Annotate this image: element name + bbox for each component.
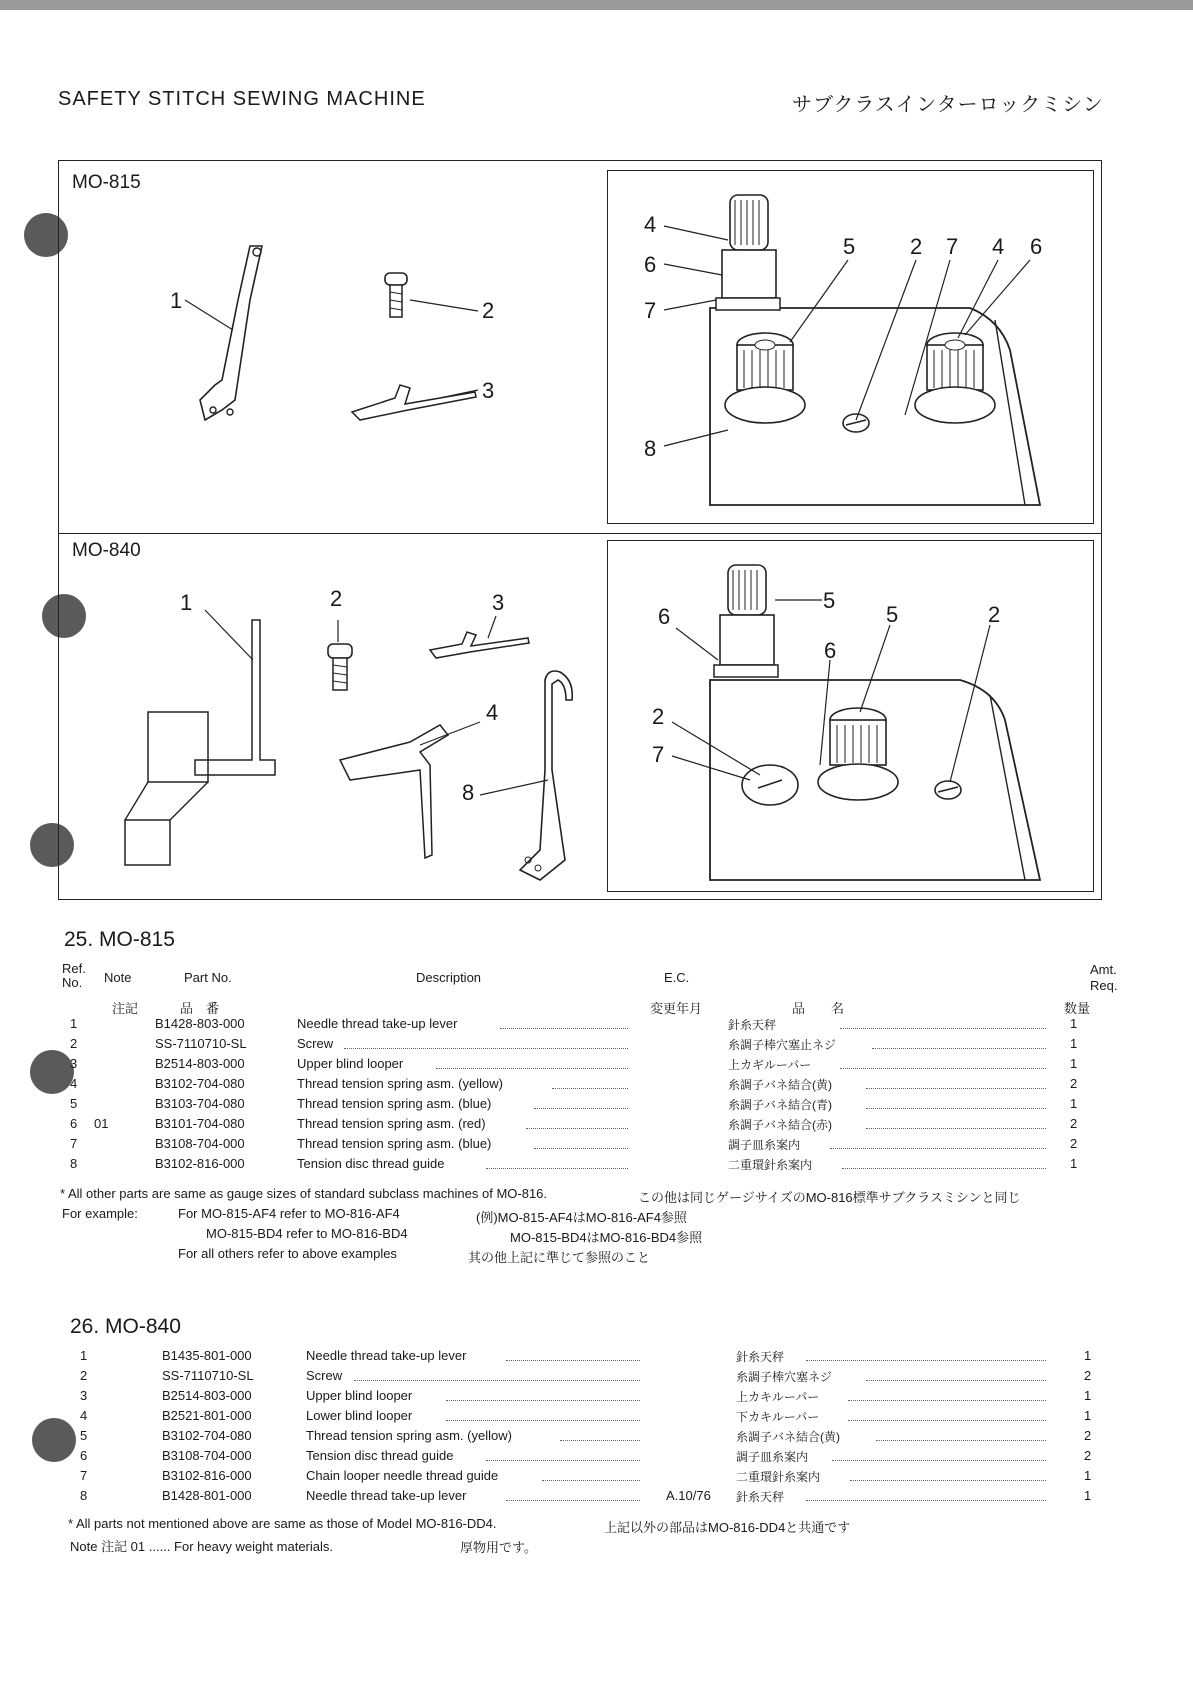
amount: 1 [1084, 1348, 1092, 1363]
table-row [0, 1056, 1193, 1076]
col-ec: E.C. [664, 970, 690, 985]
leader-dots [842, 1156, 1046, 1169]
ref-no: 3 [80, 1388, 88, 1403]
amount: 1 [1070, 1036, 1078, 1051]
name-jp: 二重環針糸案内 [736, 1470, 821, 1484]
part-no: B2521-801-000 [162, 1408, 252, 1423]
amount: 2 [1070, 1116, 1078, 1131]
part-no: B1435-801-000 [162, 1348, 252, 1363]
ref-no: 6 [80, 1448, 88, 1463]
leader-dots [344, 1036, 628, 1049]
amount: 1 [1070, 1156, 1078, 1171]
part-no: B2514-803-000 [155, 1056, 245, 1071]
leader-dots [832, 1448, 1046, 1461]
leader-dots [534, 1136, 628, 1149]
note-example-3-jp: 其の他上記に準じて参照のこと [468, 1250, 651, 1265]
leader-dots [866, 1096, 1046, 1109]
table-row [0, 1076, 1193, 1096]
part-no: SS-7110710-SL [155, 1036, 247, 1051]
description: Lower blind looper [306, 1408, 413, 1423]
note: 01 [94, 1116, 109, 1131]
leader-dots [806, 1488, 1046, 1501]
table-row [0, 1468, 1193, 1488]
description: Upper blind looper [306, 1388, 413, 1403]
table-row [0, 1036, 1193, 1056]
name-jp: 上カギルーパー [728, 1058, 812, 1072]
name-jp: 針糸天秤 [728, 1018, 777, 1032]
part-no: B2514-803-000 [162, 1388, 252, 1403]
amount: 2 [1084, 1448, 1092, 1463]
amount: 1 [1070, 1096, 1078, 1111]
callout-8: 8 [462, 780, 475, 805]
callout-3: 3 [492, 590, 505, 615]
ref-no: 7 [80, 1468, 88, 1483]
part-no: SS-7110710-SL [162, 1368, 254, 1383]
callout-8: 8 [644, 436, 657, 461]
callout-2: 2 [652, 704, 665, 729]
note-for-example: For example: [62, 1206, 138, 1221]
ref-no: 2 [70, 1036, 78, 1051]
ref-no: 2 [80, 1368, 88, 1383]
leader-dots [500, 1016, 628, 1029]
panel-model-label: MO-815 [72, 172, 141, 193]
note-heavy-weight-jp: 厚物用です。 [460, 1540, 537, 1555]
description: Thread tension spring asm. (yellow) [297, 1076, 503, 1091]
leader-dots [872, 1036, 1046, 1049]
description: Screw [306, 1368, 343, 1383]
ref-no: 3 [70, 1056, 78, 1071]
leader-dots [534, 1096, 628, 1109]
note-example-2-jp: MO-815-BD4はMO-816-BD4参照 [510, 1230, 703, 1245]
callout-7: 7 [644, 298, 657, 323]
col-ec-jp: 変更年月 [650, 1001, 703, 1016]
part-no: B3101-704-080 [155, 1116, 245, 1131]
description: Upper blind looper [297, 1056, 404, 1071]
leader-dots [876, 1428, 1046, 1441]
leader-dots [446, 1408, 640, 1421]
callout-2: 2 [988, 602, 1001, 627]
ec: A.10/76 [666, 1488, 711, 1503]
note-example-1-jp: (例)MO-815-AF4はMO-816-AF4参照 [476, 1210, 687, 1225]
description: Chain looper needle thread guide [306, 1468, 499, 1483]
amount: 1 [1070, 1016, 1078, 1031]
callout-7: 7 [652, 742, 665, 767]
part-no: B3103-704-080 [155, 1096, 245, 1111]
description: Needle thread take-up lever [306, 1488, 467, 1503]
amount: 2 [1070, 1136, 1078, 1151]
name-jp: 調子皿糸案内 [736, 1450, 809, 1464]
leader-dots [506, 1488, 640, 1501]
name-jp: 糸調子バネ結合(青) [728, 1098, 832, 1112]
callout-2: 2 [910, 234, 923, 259]
table-row [0, 1488, 1193, 1508]
name-jp: 針糸天秤 [736, 1350, 785, 1364]
name-jp: 下カキルーパー [736, 1410, 820, 1424]
name-jp: 二重環針糸案内 [728, 1158, 813, 1172]
part-no: B1428-801-000 [162, 1488, 252, 1503]
section-title: 25. MO-815 [64, 928, 175, 951]
part-no: B3108-704-000 [162, 1448, 252, 1463]
col-note-jp: 注記 [112, 1001, 139, 1016]
callout-5: 5 [823, 588, 836, 613]
part-no: B3102-704-080 [162, 1428, 252, 1443]
leader-dots [486, 1156, 628, 1169]
ref-no: 5 [70, 1096, 78, 1111]
table-row [0, 1116, 1193, 1136]
ref-no: 7 [70, 1136, 78, 1151]
page-title: SAFETY STITCH SEWING MACHINE [58, 88, 426, 110]
leader-dots [850, 1468, 1046, 1481]
table-row [0, 1156, 1193, 1176]
leader-dots [354, 1368, 640, 1381]
table-row [0, 1408, 1193, 1428]
page-title-jp: サブクラスインターロックミシン [792, 94, 1104, 116]
leader-dots [506, 1348, 640, 1361]
note-all-parts-jp: 上記以外の部品はMO-816-DD4と共通です [604, 1520, 851, 1535]
leader-dots [848, 1388, 1046, 1401]
amount: 1 [1070, 1056, 1078, 1071]
amount: 1 [1084, 1468, 1092, 1483]
panel-model-label: MO-840 [72, 540, 141, 561]
leader-dots [866, 1116, 1046, 1129]
description: Thread tension spring asm. (yellow) [306, 1428, 512, 1443]
part-no: B3108-704-000 [155, 1136, 245, 1151]
leader-dots [806, 1348, 1046, 1361]
callout-6: 6 [1030, 234, 1043, 259]
callout-1: 1 [180, 590, 193, 615]
description: Thread tension spring asm. (blue) [297, 1096, 492, 1111]
callout-5: 5 [886, 602, 899, 627]
ref-no: 8 [80, 1488, 88, 1503]
name-jp: 上カキルーパー [736, 1390, 820, 1404]
name-jp: 調子皿糸案内 [728, 1138, 801, 1152]
name-jp: 糸調子バネ結合(赤) [728, 1118, 832, 1132]
table-row [0, 1448, 1193, 1468]
col-description: Description [416, 970, 482, 985]
note-all-parts: * All parts not mentioned above are same as those of Model MO-816-DD4. [68, 1516, 497, 1531]
part-no: B3102-816-000 [155, 1156, 245, 1171]
leader-dots [830, 1136, 1046, 1149]
table-row [0, 1428, 1193, 1448]
note-example-2: MO-815-BD4 refer to MO-816-BD4 [206, 1226, 408, 1241]
description: Needle thread take-up lever [297, 1016, 458, 1031]
callout-3: 3 [482, 378, 495, 403]
table-row [0, 1348, 1193, 1368]
amount: 1 [1084, 1408, 1092, 1423]
leader-dots [486, 1448, 640, 1461]
ref-no: 4 [70, 1076, 78, 1091]
callout-6: 6 [824, 638, 837, 663]
section-title: 26. MO-840 [70, 1315, 181, 1338]
description: Tension disc thread guide [306, 1448, 454, 1463]
leader-dots [866, 1076, 1046, 1089]
note-all-other-parts-jp: この他は同じゲージサイズのMO-816標準サブクラスミシンと同じ [638, 1190, 1021, 1205]
note-example-1: For MO-815-AF4 refer to MO-816-AF4 [178, 1206, 400, 1221]
table-row [0, 1388, 1193, 1408]
col-note: Note [104, 970, 132, 985]
leader-dots [560, 1428, 640, 1441]
note-heavy-weight: Note 注記 01 ...... For heavy weight materials. [70, 1539, 333, 1554]
leader-dots [446, 1388, 640, 1401]
col-amt-jp: 数量 [1064, 1001, 1091, 1016]
callout-6: 6 [644, 252, 657, 277]
col-ref: Ref. No. [62, 961, 86, 990]
ref-no: 4 [80, 1408, 88, 1423]
callout-2: 2 [330, 586, 343, 611]
name-jp: 針糸天秤 [736, 1490, 785, 1504]
ref-no: 6 [70, 1116, 78, 1131]
amount: 1 [1084, 1488, 1092, 1503]
description: Thread tension spring asm. (blue) [297, 1136, 492, 1151]
part-no: B1428-803-000 [155, 1016, 245, 1031]
leader-dots [542, 1468, 640, 1481]
table-row [0, 1136, 1193, 1156]
leader-dots [552, 1076, 628, 1089]
part-no: B3102-704-080 [155, 1076, 245, 1091]
part-no: B3102-816-000 [162, 1468, 252, 1483]
col-name-jp: 品 名 [792, 1001, 845, 1016]
col-amt: Amt. Req. [1090, 962, 1118, 993]
callout-4: 4 [486, 700, 499, 725]
name-jp: 糸調子バネ結合(黄) [736, 1430, 840, 1444]
callout-5: 5 [843, 234, 856, 259]
ref-no: 1 [80, 1348, 88, 1363]
callout-4: 4 [644, 212, 657, 237]
leader-dots [526, 1116, 628, 1129]
table-row [0, 1368, 1193, 1388]
leader-dots [840, 1016, 1046, 1029]
callout-2: 2 [482, 298, 495, 323]
ref-no: 8 [70, 1156, 78, 1171]
amount: 1 [1084, 1388, 1092, 1403]
description: Screw [297, 1036, 334, 1051]
leader-dots [840, 1056, 1046, 1069]
callout-7: 7 [946, 234, 959, 259]
amount: 2 [1084, 1368, 1092, 1383]
note-all-other-parts: * All other parts are same as gauge sizes of standard subclass machines of MO-816. [60, 1186, 548, 1201]
table-row [0, 1096, 1193, 1116]
leader-dots [848, 1408, 1046, 1421]
table-row [0, 1016, 1193, 1036]
name-jp: 糸調子バネ結合(黄) [728, 1078, 832, 1092]
description: Needle thread take-up lever [306, 1348, 467, 1363]
amount: 2 [1084, 1428, 1092, 1443]
name-jp: 糸調子棒穴塞ネジ [736, 1370, 833, 1384]
col-partno-jp: 品 番 [180, 1001, 220, 1016]
leader-dots [436, 1056, 628, 1069]
description: Tension disc thread guide [297, 1156, 445, 1171]
callout-4: 4 [992, 234, 1005, 259]
description: Thread tension spring asm. (red) [297, 1116, 486, 1131]
ref-no: 1 [70, 1016, 78, 1031]
leader-dots [866, 1368, 1046, 1381]
callout-6: 6 [658, 604, 671, 629]
col-partno: Part No. [184, 970, 232, 985]
ref-no: 5 [80, 1428, 88, 1443]
note-example-3: For all others refer to above examples [178, 1246, 397, 1261]
name-jp: 糸調子棒穴塞止ネジ [728, 1038, 837, 1052]
amount: 2 [1070, 1076, 1078, 1091]
callout-1: 1 [170, 288, 183, 313]
